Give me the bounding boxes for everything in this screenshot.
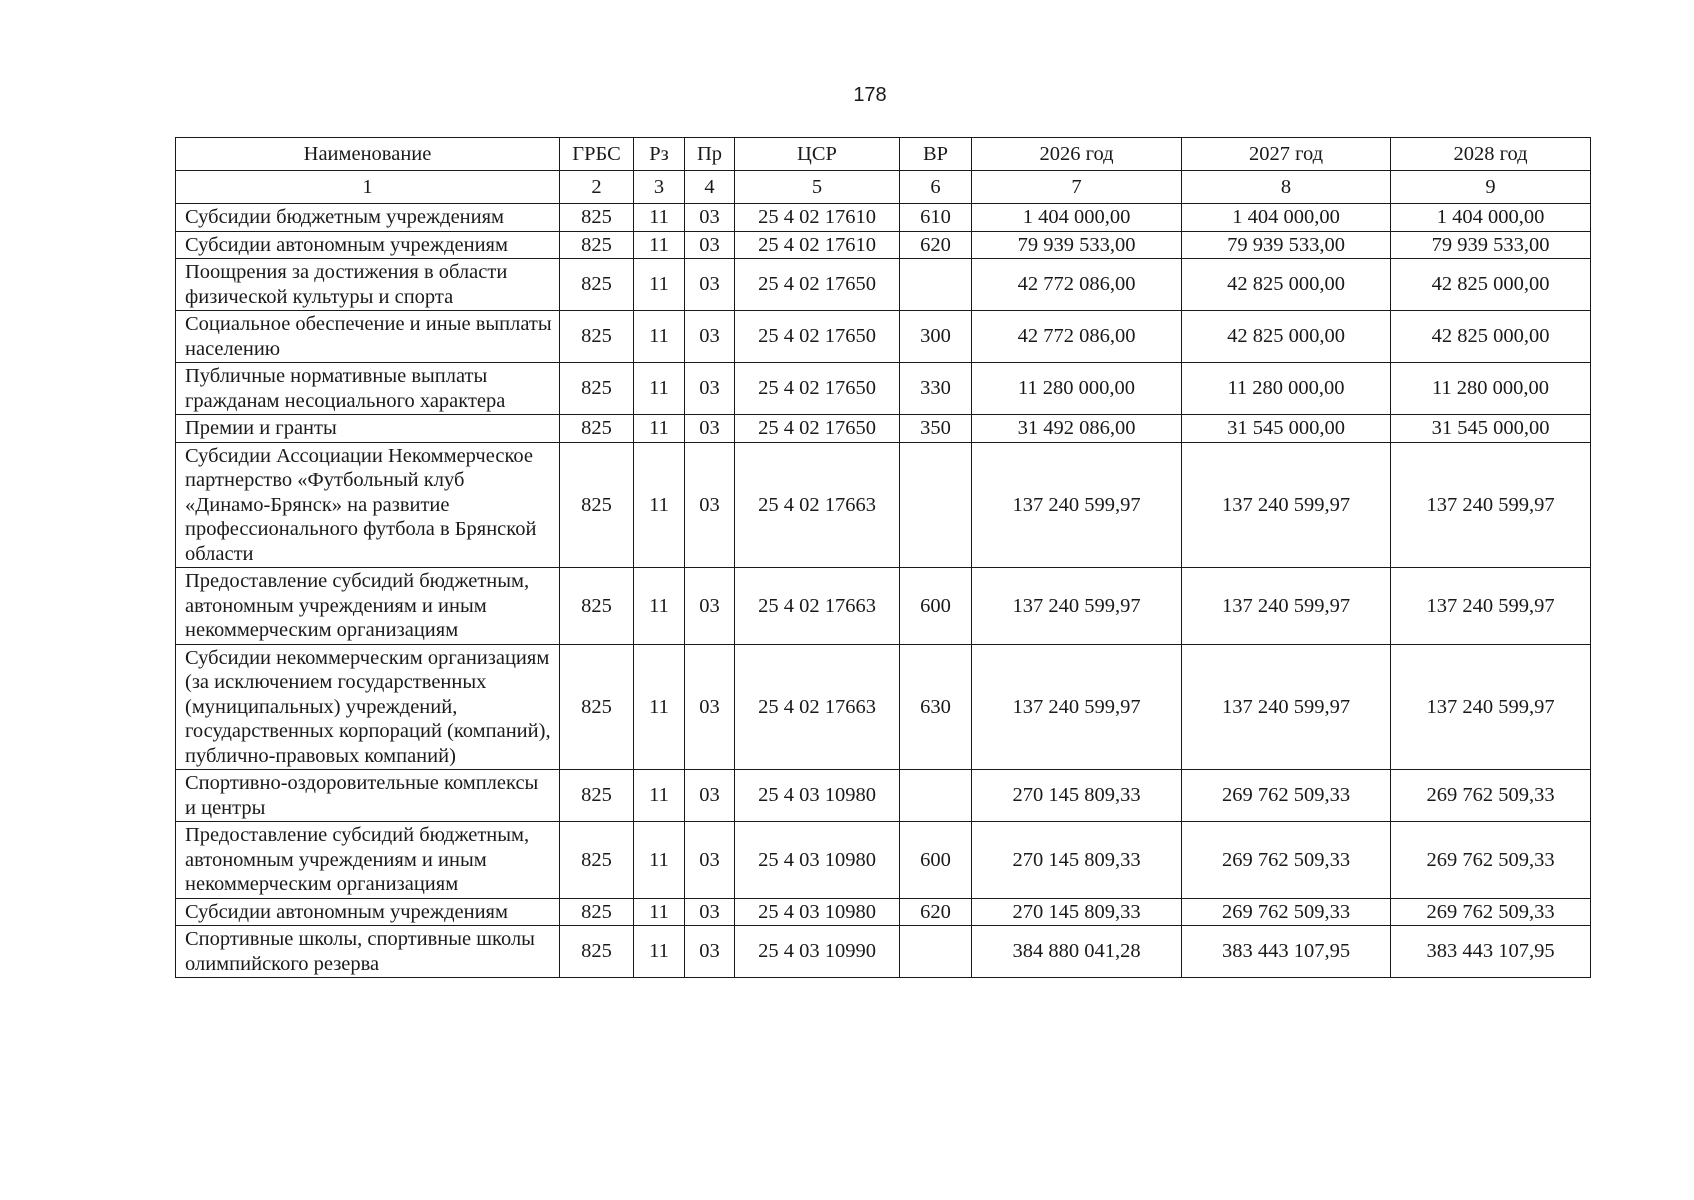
cell-rz: 11 xyxy=(634,898,685,926)
cell-amount-2026: 137 240 599,97 xyxy=(972,644,1182,770)
header-year-2026: 2026 год xyxy=(972,138,1182,171)
cell-vr: 620 xyxy=(900,231,972,259)
cell-csr: 25 4 02 17610 xyxy=(735,231,900,259)
column-number: 2 xyxy=(560,171,634,204)
cell-pr: 03 xyxy=(685,442,735,568)
cell-grbs: 825 xyxy=(560,415,634,443)
cell-amount-2027: 79 939 533,00 xyxy=(1182,231,1391,259)
header-year-2027: 2027 год xyxy=(1182,138,1391,171)
column-number: 7 xyxy=(972,171,1182,204)
cell-csr: 25 4 02 17663 xyxy=(735,644,900,770)
budget-table xyxy=(175,137,1591,978)
table-row xyxy=(176,822,1591,899)
cell-amount-2026: 42 772 086,00 xyxy=(972,311,1182,363)
cell-amount-2028: 269 762 509,33 xyxy=(1391,822,1591,899)
cell-name: Предоставление субсидий бюджетным, автономным учреждениям и иным некоммерческим организациям xyxy=(176,568,560,645)
cell-pr: 03 xyxy=(685,926,735,978)
cell-amount-2027: 137 240 599,97 xyxy=(1182,568,1391,645)
cell-amount-2028: 42 825 000,00 xyxy=(1391,259,1591,311)
cell-rz: 11 xyxy=(634,770,685,822)
table-row xyxy=(176,311,1591,363)
table-row xyxy=(176,770,1591,822)
cell-name: Социальное обеспечение и иные выплаты населению xyxy=(176,311,560,363)
cell-csr: 25 4 02 17650 xyxy=(735,415,900,443)
cell-vr xyxy=(900,926,972,978)
cell-amount-2027: 269 762 509,33 xyxy=(1182,822,1391,899)
header-pr: Пр xyxy=(685,138,735,171)
cell-amount-2026: 42 772 086,00 xyxy=(972,259,1182,311)
cell-rz: 11 xyxy=(634,311,685,363)
cell-amount-2028: 11 280 000,00 xyxy=(1391,363,1591,415)
cell-amount-2026: 1 404 000,00 xyxy=(972,204,1182,232)
column-number: 3 xyxy=(634,171,685,204)
cell-amount-2026: 384 880 041,28 xyxy=(972,926,1182,978)
cell-csr: 25 4 03 10980 xyxy=(735,898,900,926)
cell-name: Субсидии автономным учреждениям xyxy=(176,898,560,926)
cell-vr: 600 xyxy=(900,822,972,899)
cell-amount-2027: 42 825 000,00 xyxy=(1182,259,1391,311)
cell-csr: 25 4 02 17650 xyxy=(735,259,900,311)
cell-grbs: 825 xyxy=(560,568,634,645)
cell-grbs: 825 xyxy=(560,231,634,259)
cell-amount-2028: 137 240 599,97 xyxy=(1391,568,1591,645)
cell-vr xyxy=(900,770,972,822)
cell-grbs: 825 xyxy=(560,644,634,770)
cell-amount-2027: 383 443 107,95 xyxy=(1182,926,1391,978)
cell-grbs: 825 xyxy=(560,363,634,415)
cell-name: Поощрения за достижения в области физической культуры и спорта xyxy=(176,259,560,311)
cell-amount-2027: 137 240 599,97 xyxy=(1182,442,1391,568)
table-row xyxy=(176,363,1591,415)
header-vr: ВР xyxy=(900,138,972,171)
cell-pr: 03 xyxy=(685,311,735,363)
cell-amount-2028: 42 825 000,00 xyxy=(1391,311,1591,363)
cell-amount-2027: 269 762 509,33 xyxy=(1182,898,1391,926)
cell-amount-2026: 31 492 086,00 xyxy=(972,415,1182,443)
cell-grbs: 825 xyxy=(560,822,634,899)
cell-grbs: 825 xyxy=(560,311,634,363)
table-row xyxy=(176,644,1591,770)
cell-name: Спортивно-оздоровительные комплексы и центры xyxy=(176,770,560,822)
cell-csr: 25 4 02 17663 xyxy=(735,568,900,645)
cell-vr: 610 xyxy=(900,204,972,232)
cell-vr: 630 xyxy=(900,644,972,770)
table-row xyxy=(176,442,1591,568)
cell-rz: 11 xyxy=(634,204,685,232)
cell-grbs: 825 xyxy=(560,898,634,926)
table-row xyxy=(176,204,1591,232)
cell-csr: 25 4 03 10980 xyxy=(735,770,900,822)
cell-amount-2027: 269 762 509,33 xyxy=(1182,770,1391,822)
cell-pr: 03 xyxy=(685,568,735,645)
cell-amount-2027: 1 404 000,00 xyxy=(1182,204,1391,232)
cell-pr: 03 xyxy=(685,363,735,415)
cell-rz: 11 xyxy=(634,231,685,259)
cell-amount-2027: 137 240 599,97 xyxy=(1182,644,1391,770)
header-row xyxy=(176,138,1591,171)
cell-csr: 25 4 02 17650 xyxy=(735,311,900,363)
cell-rz: 11 xyxy=(634,926,685,978)
table-body xyxy=(176,171,1591,978)
table-row xyxy=(176,568,1591,645)
cell-vr xyxy=(900,259,972,311)
cell-grbs: 825 xyxy=(560,770,634,822)
cell-name: Субсидии Ассоциации Некоммерческое партнерство «Футбольный клуб «Динамо-Брянск» на развитие профессионального футбола в Брянской области xyxy=(176,442,560,568)
column-number: 4 xyxy=(685,171,735,204)
cell-rz: 11 xyxy=(634,442,685,568)
cell-rz: 11 xyxy=(634,568,685,645)
cell-grbs: 825 xyxy=(560,926,634,978)
cell-vr: 330 xyxy=(900,363,972,415)
cell-pr: 03 xyxy=(685,898,735,926)
cell-name: Субсидии некоммерческим организациям (за исключением государственных (муниципальных) учреждений, государственных корпораций (компаний), публично-правовых компаний) xyxy=(176,644,560,770)
cell-amount-2028: 137 240 599,97 xyxy=(1391,442,1591,568)
cell-name: Предоставление субсидий бюджетным, автономным учреждениям и иным некоммерческим организациям xyxy=(176,822,560,899)
cell-pr: 03 xyxy=(685,770,735,822)
table-row xyxy=(176,415,1591,443)
cell-vr: 350 xyxy=(900,415,972,443)
cell-grbs: 825 xyxy=(560,259,634,311)
cell-amount-2027: 42 825 000,00 xyxy=(1182,311,1391,363)
cell-amount-2028: 79 939 533,00 xyxy=(1391,231,1591,259)
header-rz: Рз xyxy=(634,138,685,171)
cell-vr: 620 xyxy=(900,898,972,926)
table-row xyxy=(176,926,1591,978)
cell-amount-2026: 270 145 809,33 xyxy=(972,822,1182,899)
cell-csr: 25 4 02 17650 xyxy=(735,363,900,415)
cell-name: Публичные нормативные выплаты гражданам несоциального характера xyxy=(176,363,560,415)
column-number-row xyxy=(176,171,1591,204)
cell-pr: 03 xyxy=(685,822,735,899)
table-row xyxy=(176,898,1591,926)
cell-amount-2028: 1 404 000,00 xyxy=(1391,204,1591,232)
cell-rz: 11 xyxy=(634,415,685,443)
page-number: 178 xyxy=(853,84,887,106)
cell-pr: 03 xyxy=(685,204,735,232)
cell-grbs: 825 xyxy=(560,442,634,568)
cell-name: Спортивные школы, спортивные школы олимпийского резерва xyxy=(176,926,560,978)
cell-pr: 03 xyxy=(685,259,735,311)
cell-rz: 11 xyxy=(634,259,685,311)
cell-amount-2028: 269 762 509,33 xyxy=(1391,898,1591,926)
cell-name: Премии и гранты xyxy=(176,415,560,443)
cell-amount-2026: 137 240 599,97 xyxy=(972,568,1182,645)
cell-amount-2028: 137 240 599,97 xyxy=(1391,644,1591,770)
cell-csr: 25 4 03 10990 xyxy=(735,926,900,978)
cell-vr: 300 xyxy=(900,311,972,363)
cell-amount-2026: 270 145 809,33 xyxy=(972,770,1182,822)
header-year-2028: 2028 год xyxy=(1391,138,1591,171)
table-row xyxy=(176,259,1591,311)
cell-amount-2026: 270 145 809,33 xyxy=(972,898,1182,926)
cell-pr: 03 xyxy=(685,231,735,259)
cell-amount-2026: 11 280 000,00 xyxy=(972,363,1182,415)
cell-amount-2026: 79 939 533,00 xyxy=(972,231,1182,259)
cell-amount-2027: 11 280 000,00 xyxy=(1182,363,1391,415)
column-number: 1 xyxy=(176,171,560,204)
cell-rz: 11 xyxy=(634,644,685,770)
table-row xyxy=(176,231,1591,259)
column-number: 8 xyxy=(1182,171,1391,204)
cell-amount-2028: 269 762 509,33 xyxy=(1391,770,1591,822)
header-csr: ЦСР xyxy=(735,138,900,171)
cell-amount-2028: 383 443 107,95 xyxy=(1391,926,1591,978)
cell-amount-2027: 31 545 000,00 xyxy=(1182,415,1391,443)
cell-csr: 25 4 03 10980 xyxy=(735,822,900,899)
cell-grbs: 825 xyxy=(560,204,634,232)
cell-pr: 03 xyxy=(685,644,735,770)
cell-amount-2028: 31 545 000,00 xyxy=(1391,415,1591,443)
cell-vr xyxy=(900,442,972,568)
cell-pr: 03 xyxy=(685,415,735,443)
cell-csr: 25 4 02 17663 xyxy=(735,442,900,568)
header-name: Наименование xyxy=(176,138,560,171)
cell-amount-2026: 137 240 599,97 xyxy=(972,442,1182,568)
cell-csr: 25 4 02 17610 xyxy=(735,204,900,232)
cell-rz: 11 xyxy=(634,822,685,899)
cell-name: Субсидии автономным учреждениям xyxy=(176,231,560,259)
column-number: 5 xyxy=(735,171,900,204)
cell-rz: 11 xyxy=(634,363,685,415)
header-grbs: ГРБС xyxy=(560,138,634,171)
cell-vr: 600 xyxy=(900,568,972,645)
cell-name: Субсидии бюджетным учреждениям xyxy=(176,204,560,232)
column-number: 6 xyxy=(900,171,972,204)
column-number: 9 xyxy=(1391,171,1591,204)
